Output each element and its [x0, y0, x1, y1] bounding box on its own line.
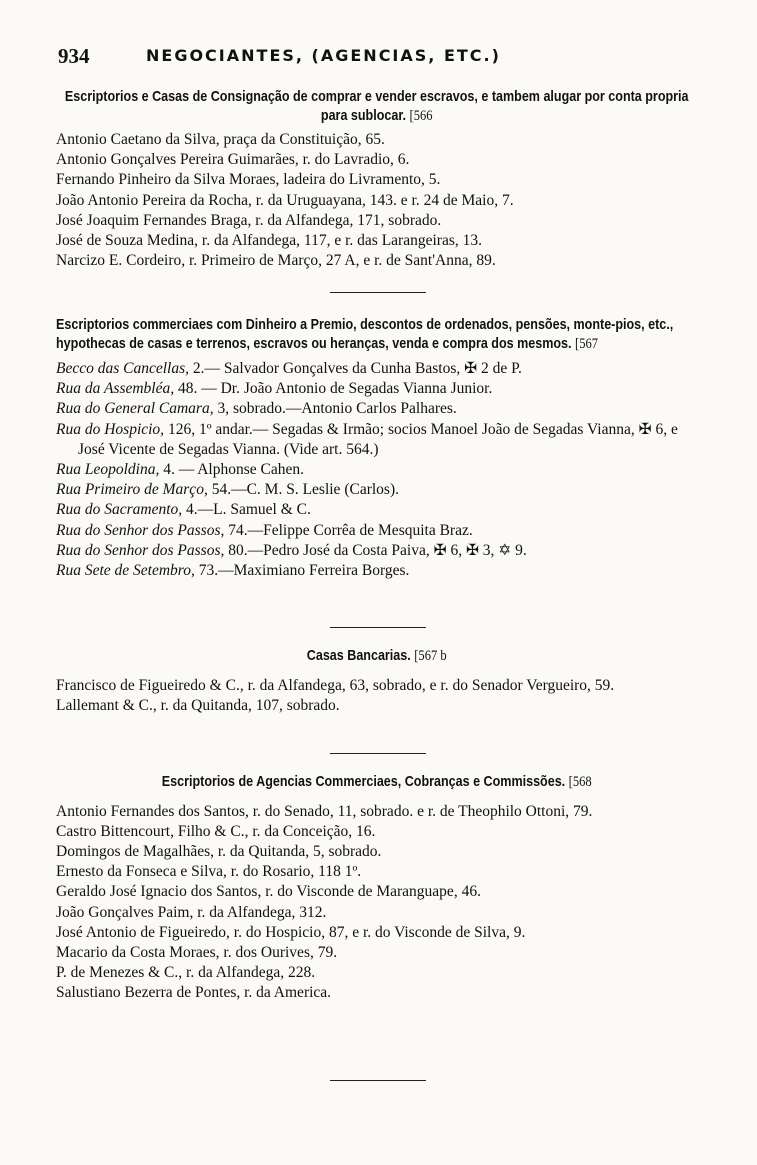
- section-commercial-agencies: [56, 773, 699, 1004]
- entry-list: [56, 802, 699, 1004]
- list-item: Antonio Fernandes dos Santos, r. do Senado, 11, sobrado. e r. de Theophilo Ottoni, 79.: [56, 802, 593, 820]
- section-slave-consignment: [56, 88, 699, 271]
- list-item: Geraldo José Ignacio dos Santos, r. do Visconde de Maranguape, 46.: [56, 883, 481, 901]
- list-item: Rua do Senhor dos Passos, 74.—Felippe Corrêa de Mesquita Braz.: [56, 521, 473, 539]
- section-divider: [330, 753, 426, 754]
- list-item: Rua Sete de Setembro, 73.—Maximiano Ferreira Borges.: [56, 562, 410, 580]
- section-divider: [330, 292, 426, 293]
- section-money-lending: [56, 316, 699, 581]
- section-banking-houses: [56, 647, 699, 716]
- list-item: José Antonio de Figueiredo, r. do Hospicio, 87, e r. do Visconde de Silva, 9.: [56, 923, 526, 941]
- list-item: Francisco de Figueiredo & C., r. da Alfandega, 63, sobrado, e r. do Senador Vergueiro, 59.: [56, 676, 615, 694]
- page-number: 934: [58, 44, 90, 68]
- list-item: Rua Leopoldina, 4. — Alphonse Cahen.: [56, 461, 304, 479]
- list-item: Antonio Caetano da Silva, praça da Constituição, 65.: [56, 131, 385, 148]
- list-item: Ernesto da Fonseca e Silva, r. do Rosario, 118 1º.: [56, 863, 362, 881]
- list-item: Fernando Pinheiro da Silva Moraes, ladeira do Livramento, 5.: [56, 171, 441, 189]
- page-header: [58, 44, 697, 70]
- entry-list: [56, 359, 699, 581]
- list-item: José Joaquim Fernandes Braga, r. da Alfandega, 171, sobrado.: [56, 211, 442, 229]
- list-item: João Antonio Pereira da Rocha, r. da Uruguayana, 143. e r. 24 de Maio, 7.: [56, 191, 514, 209]
- section-title: Escriptorios commerciaes com Dinheiro a Premio, descontos de ordenados, pensões, monte-pios, etc., hypothecas de casas e terrenos, escravos ou heranças, venda e compra dos mesmos. [567: [56, 317, 674, 352]
- entry-list: [56, 130, 699, 271]
- list-item: Rua da Assembléa, 48. — Dr. João Antonio de Segadas Vianna Junior.: [56, 380, 493, 398]
- list-item: Rua do General Camara, 3, sobrado.—Antonio Carlos Palhares.: [56, 400, 457, 418]
- entry-list: [56, 676, 699, 716]
- list-item: Rua do Hospicio, 126, 1º andar.— Segadas & Irmão; socios Manoel João de Segadas Vianna, ✠ 6, e José Vicente de Segadas Vianna. (Vide art. 564.): [56, 420, 678, 458]
- list-item: P. de Menezes & C., r. da Alfandega, 228.: [56, 964, 316, 982]
- list-item: José de Souza Medina, r. da Alfandega, 117, e r. das Larangeiras, 13.: [56, 232, 482, 250]
- list-item: Castro Bittencourt, Filho & C., r. da Conceição, 16.: [56, 822, 376, 840]
- section-divider: [330, 1080, 426, 1081]
- list-item: Antonio Gonçalves Pereira Guimarães, r. do Lavradio, 6.: [56, 151, 410, 169]
- list-item: Narcizo E. Cordeiro, r. Primeiro de Março, 27 A, e r. de Sant'Anna, 89.: [56, 252, 496, 270]
- list-item: Macario da Costa Moraes, r. dos Ourives, 79.: [56, 943, 338, 961]
- list-item: Rua Primeiro de Março, 54.—C. M. S. Leslie (Carlos).: [56, 481, 399, 499]
- list-item: Lallemant & C., r. da Quitanda, 107, sobrado.: [56, 696, 340, 714]
- list-item: Becco das Cancellas, 2.— Salvador Gonçalves da Cunha Bastos, ✠ 2 de P.: [56, 360, 522, 377]
- section-title: Escriptorios e Casas de Consignação de comprar e vender escravos, e tambem alugar por conta propria para sublocar. [566: [64, 89, 689, 124]
- list-item: João Gonçalves Paim, r. da Alfandega, 312.: [56, 903, 327, 921]
- section-divider: [330, 627, 426, 628]
- section-title: Escriptorios de Agencias Commerciaes, Cobranças e Commissões. [568: [161, 774, 592, 790]
- list-item: Rua do Sacramento, 4.—L. Samuel & C.: [56, 501, 311, 519]
- list-item: Salustiano Bezerra de Pontes, r. da America.: [56, 984, 332, 1002]
- running-head: NEGOCIANTES, (AGENCIAS, ETC.): [146, 46, 501, 65]
- section-title: Casas Bancarias. [567 b: [306, 648, 447, 664]
- list-item: Domingos de Magalhães, r. da Quitanda, 5, sobrado.: [56, 842, 382, 860]
- list-item: Rua do Senhor dos Passos, 80.—Pedro José da Costa Paiva, ✠ 6, ✠ 3, ✡ 9.: [56, 541, 527, 559]
